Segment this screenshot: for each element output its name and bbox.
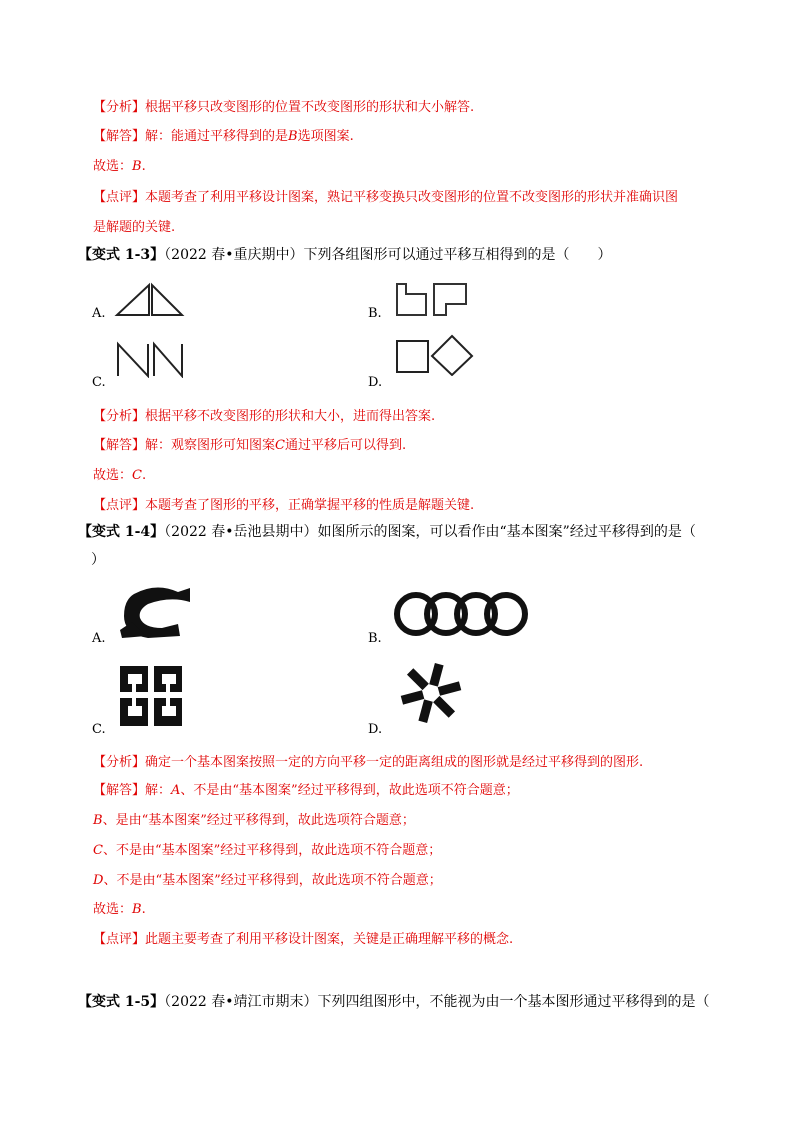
question-1-3 bbox=[78, 245, 612, 265]
comment-text-1b: 是解题的关键. bbox=[93, 220, 176, 235]
answer-tail: 、不是由“基本图案”经过平移得到，故此选项不符合题意； bbox=[180, 783, 519, 798]
answer-tail: 、不是由“基本图案”经过平移得到，故此选项不符合题意； bbox=[103, 873, 442, 888]
option-b-label: B. bbox=[368, 631, 382, 646]
choose-tail: . bbox=[141, 159, 146, 174]
choose-text-3 bbox=[93, 901, 146, 919]
answer-text-3c bbox=[93, 842, 441, 860]
choose-label: 故选： bbox=[93, 468, 133, 483]
square-diamond-figure bbox=[394, 334, 474, 376]
answer-tail: 选项图案. bbox=[297, 129, 354, 144]
answer-label: 【解答】解： bbox=[93, 783, 172, 798]
question-text: （2022 春•岳池县期中）如图所示的图案，可以看作由“基本图案”经过平移得到的是（ bbox=[164, 524, 696, 540]
answer-var: A bbox=[171, 783, 181, 798]
answer-text-3b bbox=[93, 812, 415, 830]
option-c-label: C. bbox=[92, 722, 106, 737]
four-rings-figure bbox=[392, 590, 532, 638]
choose-var: B bbox=[132, 159, 142, 174]
n-shapes-figure bbox=[114, 340, 186, 378]
question-1-4 bbox=[78, 522, 696, 542]
question-text: （2022 春•重庆期中）下列各组图形可以通过平移互相得到的是（ ） bbox=[164, 247, 612, 263]
answer-var: B bbox=[288, 129, 298, 144]
choose-var: C bbox=[132, 468, 142, 483]
choose-label: 故选： bbox=[93, 902, 133, 917]
spiral-band-figure bbox=[118, 584, 194, 640]
choose-label: 故选： bbox=[93, 159, 133, 174]
option-d-label: D. bbox=[368, 375, 383, 390]
answer-var: C bbox=[93, 843, 103, 858]
analysis-text-3: 【分析】确定一个基本图案按照一定的方向平移一定的距离组成的图形就是经过平移得到的图形. bbox=[93, 755, 644, 770]
question-tag: 【变式 1-5】 bbox=[78, 994, 165, 1010]
answer-label: 【解答】解：能通过平移得到的是 bbox=[93, 129, 289, 144]
answer-tail: 、是由“基本图案”经过平移得到，故此选项符合题意； bbox=[102, 813, 415, 828]
choose-tail: . bbox=[141, 468, 147, 483]
blocks-figure bbox=[118, 664, 186, 728]
analysis-text-1: 【分析】根据平移只改变图形的位置不改变图形的形状和大小解答. bbox=[93, 100, 475, 115]
answer-var: C bbox=[275, 438, 285, 453]
answer-text-3d bbox=[93, 872, 442, 890]
comment-text-3: 【点评】此题主要考查了利用平移设计图案，关键是正确理解平移的概念. bbox=[93, 932, 514, 947]
choose-var: B bbox=[132, 902, 142, 917]
option-d-label: D. bbox=[368, 722, 383, 737]
option-a-label: A. bbox=[92, 631, 106, 646]
answer-tail: 通过平移后可以得到. bbox=[284, 438, 407, 453]
comment-text-1a: 【点评】本题考查了利用平移设计图案，熟记平移变换只改变图形的位置不改变图形的形状并准确识图 bbox=[93, 190, 679, 205]
choose-tail: . bbox=[141, 902, 146, 917]
answer-text-3a bbox=[93, 782, 519, 800]
question-tag: 【变式 1-4】 bbox=[78, 524, 165, 540]
answer-text-2 bbox=[93, 437, 406, 455]
option-b-label: B. bbox=[368, 306, 382, 321]
question-tag: 【变式 1-3】 bbox=[78, 247, 165, 263]
option-c-label: C. bbox=[92, 375, 106, 390]
question-1-4-cont: ） bbox=[91, 552, 105, 568]
pinwheel-figure bbox=[398, 660, 464, 724]
answer-tail: 、不是由“基本图案”经过平移得到，故此选项不符合题意； bbox=[102, 843, 442, 858]
answer-var: B bbox=[93, 813, 103, 828]
question-text: （2022 春•靖江市期末）下列四组图形中，不能视为由一个基本图形通过平移得到的是（ bbox=[164, 994, 710, 1010]
option-a-label: A. bbox=[92, 306, 106, 321]
analysis-text-2: 【分析】根据平移不改变图形的形状和大小，进而得出答案. bbox=[93, 409, 436, 424]
choose-text-2 bbox=[93, 467, 146, 485]
comment-text-2: 【点评】本题考查了图形的平移，正确掌握平移的性质是解题关键. bbox=[93, 498, 475, 513]
answer-var: D bbox=[93, 873, 104, 888]
choose-text-1 bbox=[93, 158, 146, 176]
question-1-5 bbox=[78, 992, 710, 1012]
l-shapes-figure bbox=[394, 282, 472, 318]
answer-text-1 bbox=[93, 128, 354, 146]
triangles-figure bbox=[114, 282, 186, 318]
answer-label: 【解答】解：观察图形可知图案 bbox=[93, 438, 276, 453]
